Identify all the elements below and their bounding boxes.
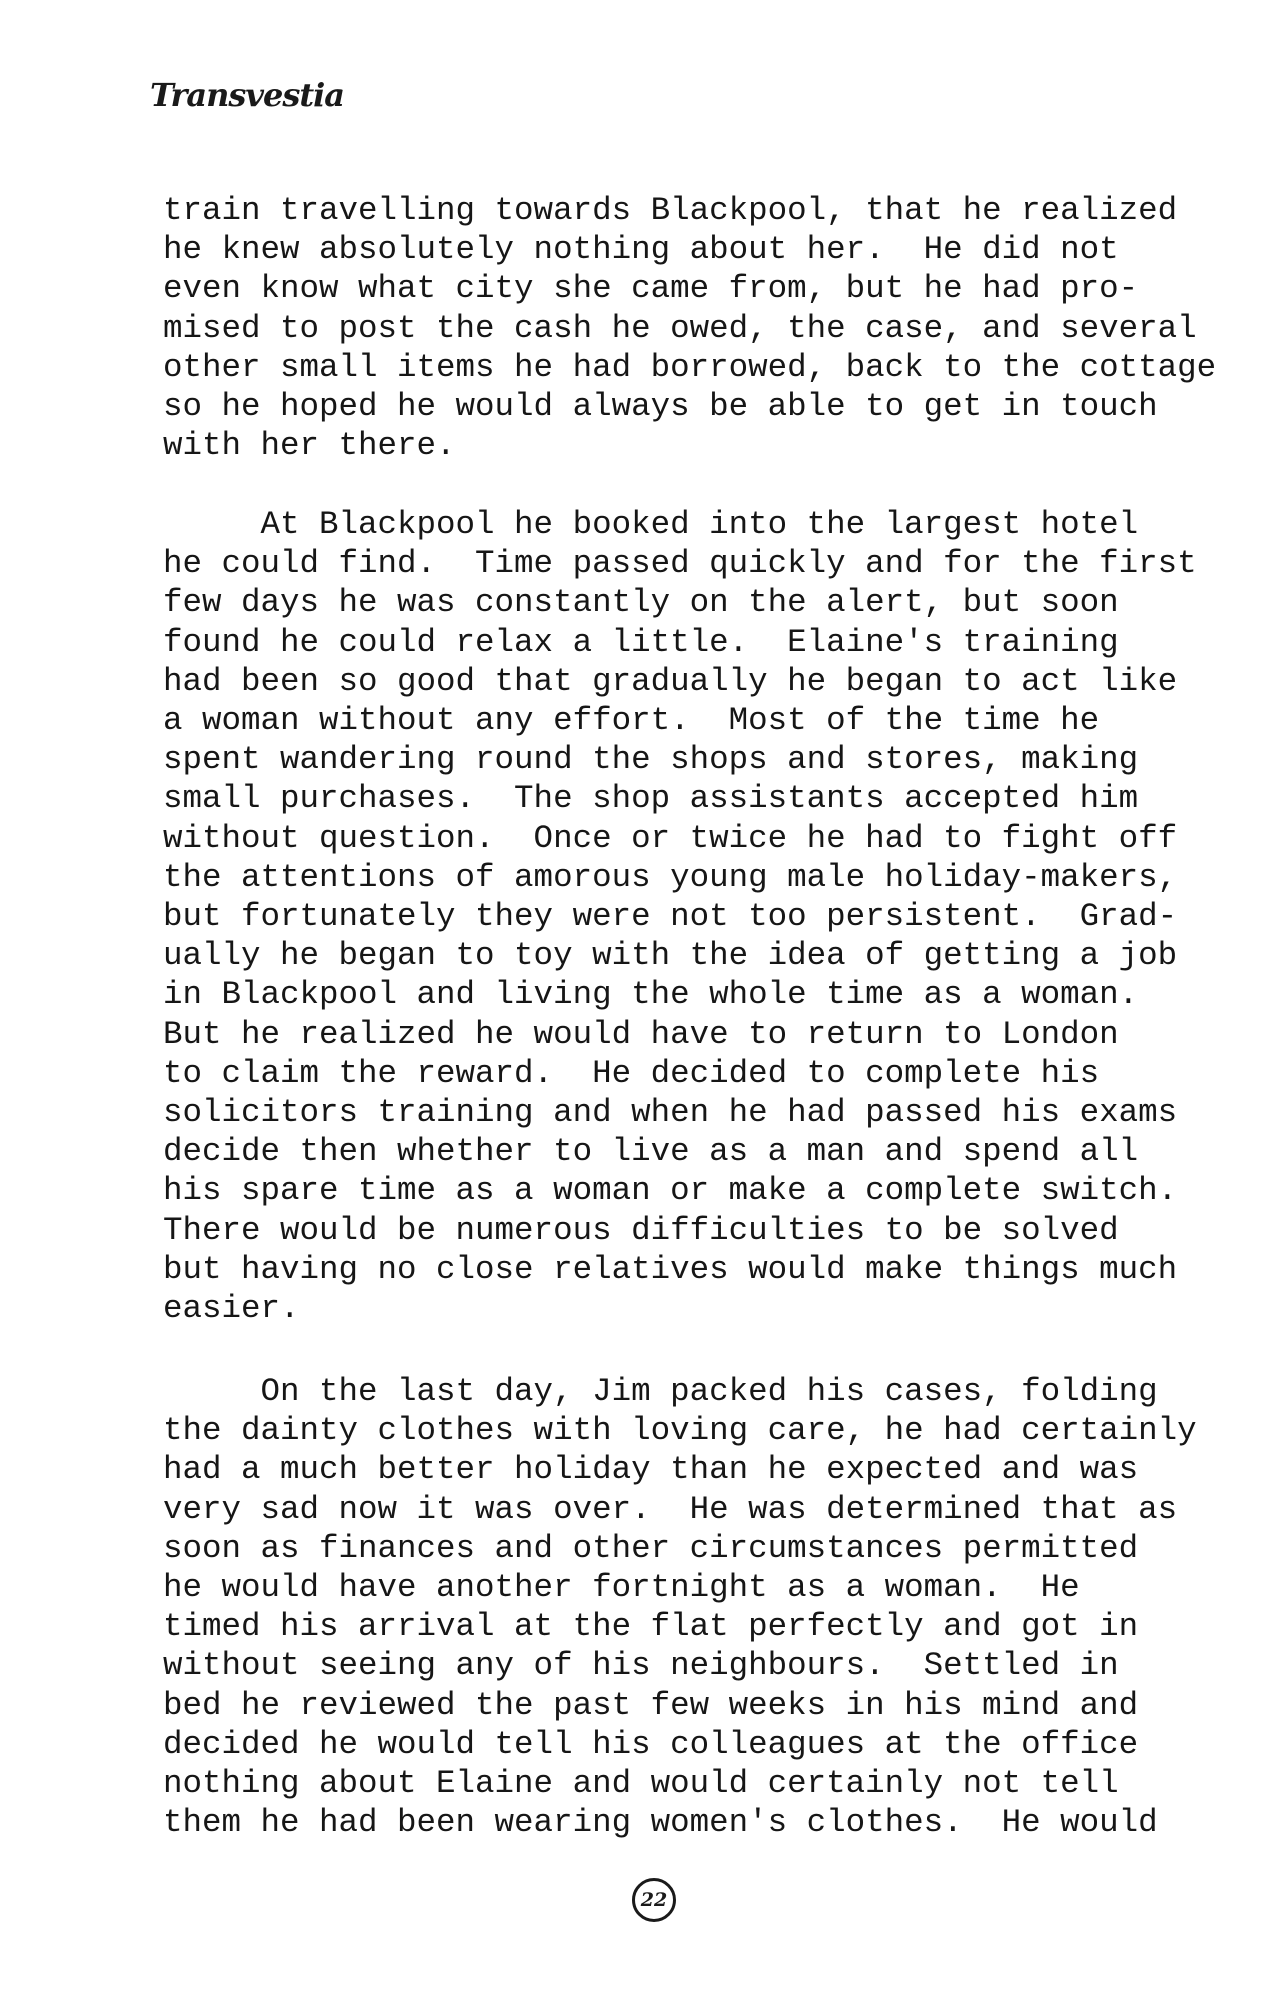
publication-title: Transvestia: [150, 76, 344, 114]
paragraph-1: train travelling towards Blackpool, that he realized he knew absolutely nothing about her. He did not even know what city she came from, but he had pro- mised to post the cash he owed, the case, and several other small items he had borrowed, back to the cottage so he hoped he would always be able to get in touch with her there.: [163, 192, 1217, 465]
paragraph-3: On the last day, Jim packed his cases, folding the dainty clothes with loving care, he had certainly had a much better holiday than he expected and was very sad now it was over. He was determined that as soon as finances and other circumstances permitted he would have another fortnight as a woman. He timed his arrival at the flat perfectly and got in without seeing any of his neighbours. Settled in bed he reviewed the past few weeks in his mind and decided he would tell his colleagues at the office nothing about Elaine and would certainly not tell them he had been wearing women's clothes. He would: [163, 1373, 1197, 1842]
page-number: 22: [632, 1878, 676, 1922]
paragraph-2: At Blackpool he booked into the largest hotel he could find. Time passed quickly and for the first few days he was constantly on the alert, but soon found he could relax a little. Elaine's training had been so good that gradually he began to act like a woman without any effort. Most of the time he spent wandering round the shops and stores, making small purchases. The shop assistants accepted him without question. Once or twice he had to fight off the attentions of amorous young male holiday-makers, but fortunately they were not too persistent. Grad- ually he began to toy with the idea of getting a job in Blackpool and living the whole time as a woman. But he realized he would have to return to London to claim the reward. He decided to complete his solicitors training and when he had passed his exams decide then whether to live as a man and spend all his spare time as a woman or make a complete switch. There would be numerous difficulties to be solved but having no close relatives would make things much easier.: [163, 506, 1197, 1328]
